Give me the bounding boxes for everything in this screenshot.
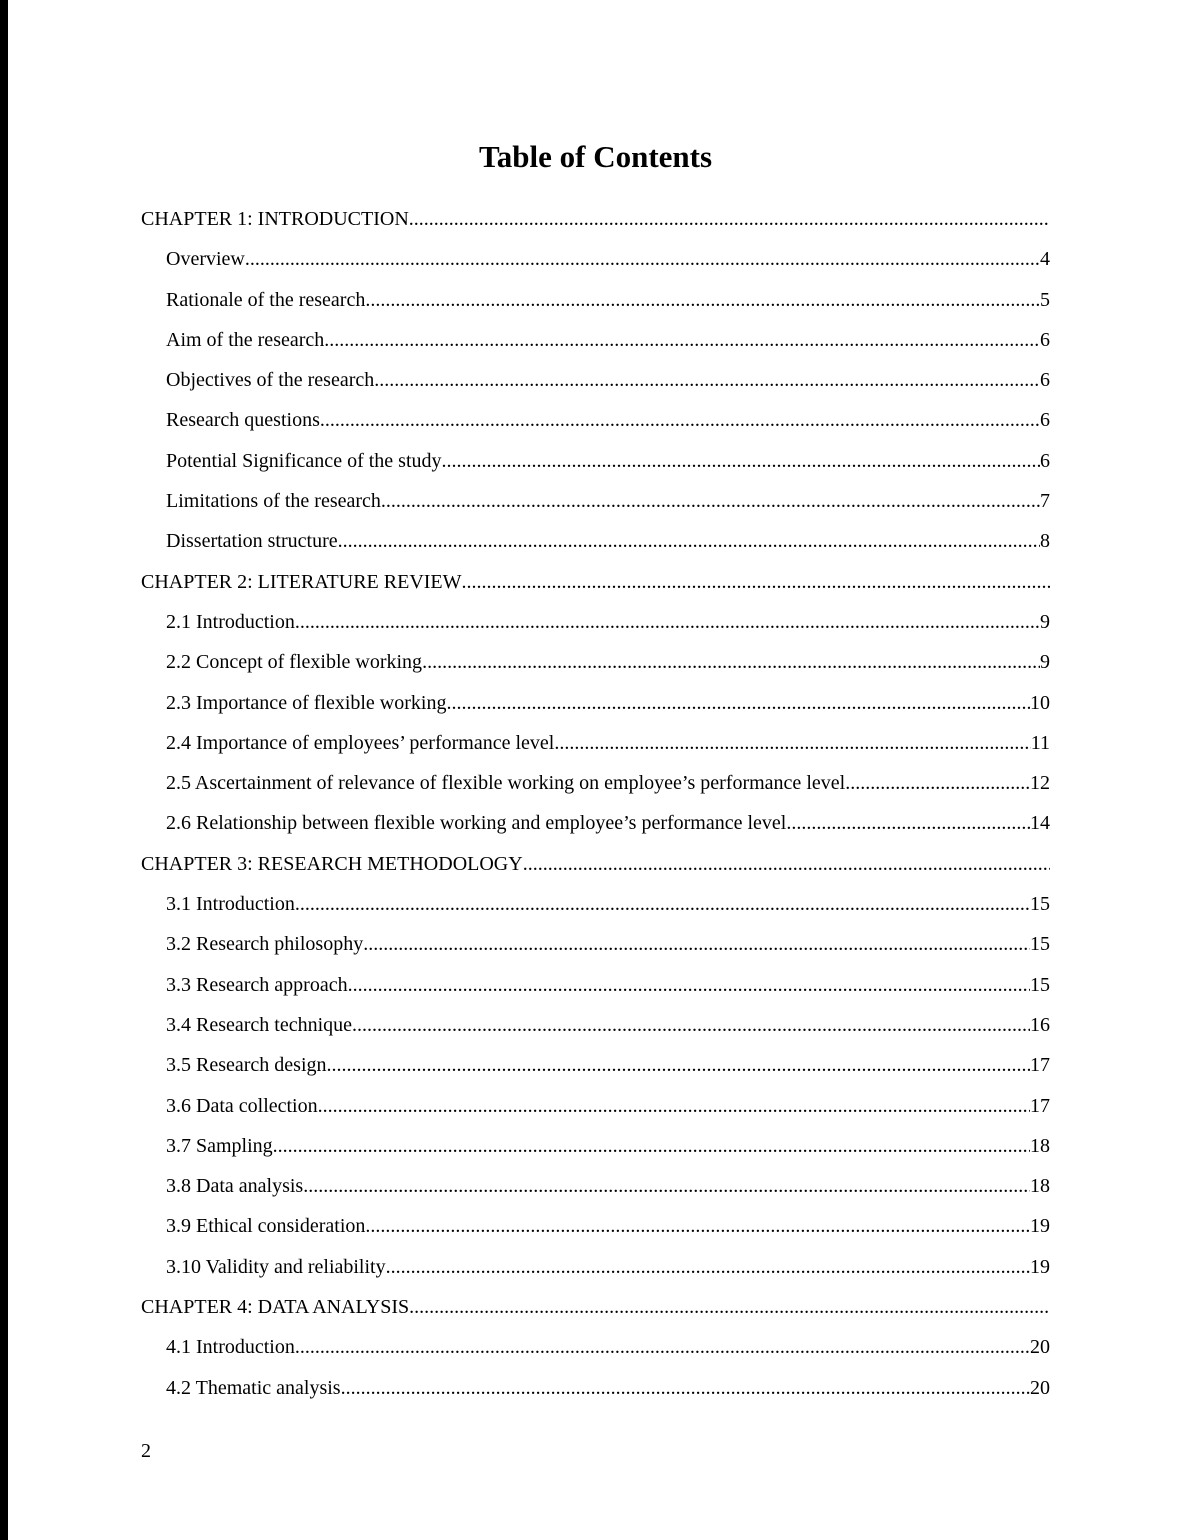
toc-entry-page: 20	[1030, 1376, 1050, 1399]
toc-entry-text: 3.7 Sampling	[166, 1134, 273, 1157]
toc-entry-text: 3.9 Ethical consideration	[166, 1215, 366, 1238]
toc-dot-leader	[363, 924, 1030, 964]
toc-entry-page: 6	[1040, 449, 1050, 472]
toc-entry	[141, 642, 1050, 682]
page-number: 2	[141, 1440, 151, 1462]
toc-entry-text: Limitations of the research	[166, 490, 381, 513]
toc-entry-text: CHAPTER 3: RESEARCH METHODOLOGY	[141, 852, 523, 875]
toc-entry-page: 15	[1030, 933, 1050, 956]
toc-entry-page: 19	[1030, 1255, 1050, 1278]
toc-entry	[141, 481, 1050, 521]
toc-entry-page: 11	[1030, 731, 1050, 754]
toc-entry	[141, 1045, 1050, 1085]
toc-dot-leader	[273, 1126, 1030, 1166]
toc-dot-leader	[365, 1206, 1030, 1246]
toc-entry-text: 3.4 Research technique	[166, 1013, 353, 1036]
toc-entry-text: Potential Significance of the study	[166, 449, 442, 472]
toc-entry-page: 17	[1030, 1054, 1050, 1077]
toc-entry	[141, 400, 1050, 440]
toc-dot-leader	[295, 1327, 1030, 1367]
toc-entry-text: 3.10 Validity and reliability	[166, 1255, 386, 1278]
toc-entry	[141, 1287, 1050, 1327]
toc-entry-text: 2.5 Ascertainment of relevance of flexible working on employee’s performance level	[166, 772, 846, 795]
toc-dot-leader	[442, 441, 1041, 481]
toc-entry-page: 9	[1040, 610, 1050, 633]
toc-dot-leader	[446, 683, 1030, 723]
toc-entry-page: 15	[1030, 893, 1050, 916]
toc-entry-page: 15	[1030, 973, 1050, 996]
toc-dot-leader	[245, 239, 1040, 279]
toc-dot-leader	[845, 763, 1030, 803]
toc-entry	[141, 1166, 1050, 1206]
toc-entry-page: 7	[1040, 490, 1050, 513]
toc-entry-text: 2.3 Importance of flexible working	[166, 691, 447, 714]
toc-entry-page: 18	[1030, 1175, 1050, 1198]
toc-entry-text: 4.2 Thematic analysis	[166, 1376, 341, 1399]
toc-entry-page: 6	[1040, 409, 1050, 432]
toc-entry-text: 3.3 Research approach	[166, 973, 348, 996]
toc-entry-page: 9	[1040, 651, 1050, 674]
toc-entry-text: 2.1 Introduction	[166, 610, 295, 633]
scan-edge-artifact	[0, 0, 8, 1540]
toc-entry	[141, 1086, 1050, 1126]
toc-entry	[141, 924, 1050, 964]
toc-dot-leader	[381, 481, 1040, 521]
toc-entry-text: 4.1 Introduction	[166, 1336, 295, 1359]
toc-dot-leader	[409, 199, 1050, 239]
toc-entry-page: 6	[1040, 328, 1050, 351]
toc-entry-text: Research questions	[166, 409, 320, 432]
toc-entry-text: Objectives of the research	[166, 369, 375, 392]
toc-entry-text: 3.8 Data analysis	[166, 1175, 304, 1198]
toc-dot-leader	[462, 562, 1050, 602]
toc-list	[141, 199, 1050, 1408]
toc-dot-leader	[554, 723, 1030, 763]
toc-entry-page: 5	[1040, 288, 1050, 311]
toc-dot-leader	[365, 280, 1040, 320]
toc-entry	[141, 521, 1050, 561]
toc-entry-page: 8	[1040, 530, 1050, 553]
toc-dot-leader	[374, 360, 1040, 400]
toc-entry	[141, 884, 1050, 924]
toc-entry	[141, 1206, 1050, 1246]
toc-entry	[141, 1327, 1050, 1367]
toc-entry	[141, 1368, 1050, 1408]
toc-dot-leader	[338, 521, 1040, 561]
toc-entry-text: 2.6 Relationship between flexible working and employee’s performance level	[166, 812, 787, 835]
toc-entry-text: Aim of the research	[166, 328, 325, 351]
toc-entry	[141, 1126, 1050, 1166]
toc-entry	[141, 199, 1050, 239]
toc-dot-leader	[341, 1368, 1030, 1408]
toc-dot-leader	[327, 1045, 1030, 1085]
toc-entry-page: 4	[1040, 248, 1050, 271]
toc-entry	[141, 602, 1050, 642]
toc-entry	[141, 360, 1050, 400]
toc-dot-leader	[386, 1247, 1030, 1287]
toc-entry-page: 6	[1040, 369, 1050, 392]
toc-dot-leader	[786, 803, 1030, 843]
toc-entry	[141, 763, 1050, 803]
toc-dot-leader	[523, 844, 1050, 884]
toc-dot-leader	[295, 602, 1040, 642]
toc-entry-text: 3.1 Introduction	[166, 893, 295, 916]
toc-entry-text: 3.2 Research philosophy	[166, 933, 364, 956]
toc-dot-leader	[422, 642, 1040, 682]
toc-dot-leader	[409, 1287, 1050, 1327]
toc-entry	[141, 723, 1050, 763]
toc-entry-text: Rationale of the research	[166, 288, 366, 311]
toc-entry	[141, 1005, 1050, 1045]
toc-entry	[141, 683, 1050, 723]
toc-entry-text: 2.4 Importance of employees’ performance level	[166, 731, 555, 754]
toc-entry-page: 18	[1030, 1134, 1050, 1157]
toc-entry-page: 20	[1030, 1336, 1050, 1359]
toc-entry	[141, 280, 1050, 320]
toc-entry-page: 19	[1030, 1215, 1050, 1238]
toc-entry	[141, 803, 1050, 843]
toc-entry-text: CHAPTER 2: LITERATURE REVIEW	[141, 570, 462, 593]
toc-entry-page: 10	[1030, 691, 1050, 714]
toc-entry-page: 12	[1030, 772, 1050, 795]
page-title: Table of Contents	[478, 139, 713, 174]
toc-entry	[141, 844, 1050, 884]
toc-entry-text: 2.2 Concept of flexible working	[166, 651, 423, 674]
toc-entry	[141, 562, 1050, 602]
toc-entry	[141, 965, 1050, 1005]
toc-dot-leader	[324, 320, 1040, 360]
toc-entry	[141, 441, 1050, 481]
toc-entry	[141, 1247, 1050, 1287]
toc-entry-text: CHAPTER 4: DATA ANALYSIS	[141, 1296, 410, 1319]
toc-entry	[141, 239, 1050, 279]
toc-entry-text: Overview	[166, 248, 245, 271]
toc-entry	[141, 320, 1050, 360]
toc-dot-leader	[352, 1005, 1030, 1045]
toc-dot-leader	[348, 965, 1030, 1005]
toc-entry-page: 14	[1030, 812, 1050, 835]
toc-dot-leader	[318, 1086, 1030, 1126]
toc-entry-text: 3.5 Research design	[166, 1054, 327, 1077]
toc-entry-text: CHAPTER 1: INTRODUCTION	[141, 208, 409, 230]
toc-dot-leader	[295, 884, 1030, 924]
toc-entry-page: 16	[1030, 1013, 1050, 1036]
toc-entry-page: 17	[1030, 1094, 1050, 1117]
toc-entry-text: 3.6 Data collection	[166, 1094, 318, 1117]
toc-dot-leader	[320, 400, 1040, 440]
toc-dot-leader	[303, 1166, 1030, 1206]
toc-entry-text: Dissertation structure	[166, 530, 338, 553]
